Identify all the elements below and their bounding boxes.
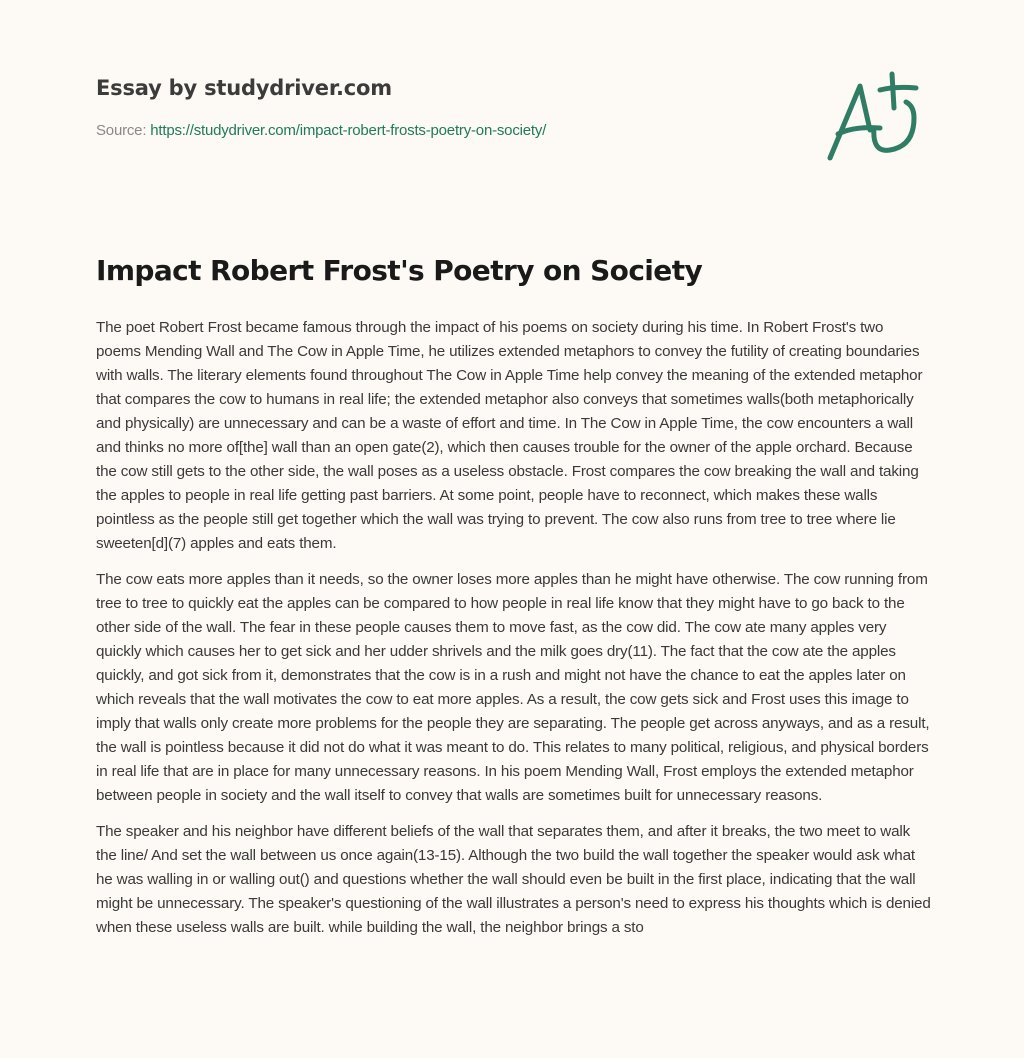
source-line	[96, 122, 546, 139]
site-title: Essay by studydriver.com	[96, 76, 392, 100]
essay-paragraph: The speaker and his neighbor have different beliefs of the wall that separates them, and after it breaks, the two meet to walk the line/ And set the wall between us once again(13-15). Although the two build the wall together the speaker would ask what he was walling in or walling out() and questions whether the wall should even be built in the first place, indicating that the wall might be unnecessary. The speaker's questioning of the wall illustrates a person's need to express his thoughts which is denied when these useless walls are built. while building the wall, the neighbor brings a sto	[96, 823, 931, 936]
page-header	[96, 76, 546, 139]
essay-title: Impact Robert Frost's Poetry on Society	[96, 254, 703, 287]
essay-paragraph: The poet Robert Frost became famous through the impact of his poems on society during his time. In Robert Frost's two poems Mending Wall and The Cow in Apple Time, he utilizes extended metaphors to convey the futility of creating boundaries with walls. The literary elements found throughout The Cow in Apple Time help convey the meaning of the extended metaphor that compares the cow to humans in real life; the extended metaphor also conveys that sometimes walls(both metaphorically and physically) are unnecessary and can be a waste of effort and time. In The Cow in Apple Time, the cow encounters a wall and thinks no more of[the] wall than an open gate(2), which then causes trouble for the owner of the apple orchard. Because the cow still gets to the other side, the wall poses as a useless obstacle. Frost compares the cow breaking the wall and taking the apples to people in real life getting past barriers. At some point, people have to reconnect, which makes these walls pointless as the people still get together which the wall was trying to prevent. The cow also runs from tree to tree where lie sweeten[d](7) apples and eats them.	[96, 319, 923, 552]
essay-paragraph: The cow eats more apples than it needs, so the owner loses more apples than he might have otherwise. The cow running from tree to tree to quickly eat the apples can be compared to how people in real life know that they might have to go back to the other side of the wall. The fear in these people causes them to move fast, as the cow did. The cow ate many apples very quickly which causes her to get sick and her udder shrivels and the milk goes dry(11). The fact that the cow ate the apples quickly, and got sick from it, demonstrates that the cow is in a rush and might not have the chance to eat the apples later on which reveals that the wall motivates the cow to eat more apples. As a result, the cow gets sick and Frost uses this image to imply that walls only create more problems for the people they are separating. The people get across anyways, and as a result, the wall is pointless because it did not do what it was meant to do. This relates to many political, religious, and physical borders in real life that are in place for many unnecessary reasons. In his poem Mending Wall, Frost employs the extended metaphor between people in society and the wall itself to convey that walls are sometimes built for unnecessary reasons.	[96, 571, 930, 804]
source-label: Source:	[96, 122, 151, 139]
essay-body	[96, 316, 932, 952]
source-link[interactable]: https://studydriver.com/impact-robert-frosts-poetry-on-society/	[150, 122, 547, 139]
a-plus-grade-icon	[822, 68, 932, 168]
